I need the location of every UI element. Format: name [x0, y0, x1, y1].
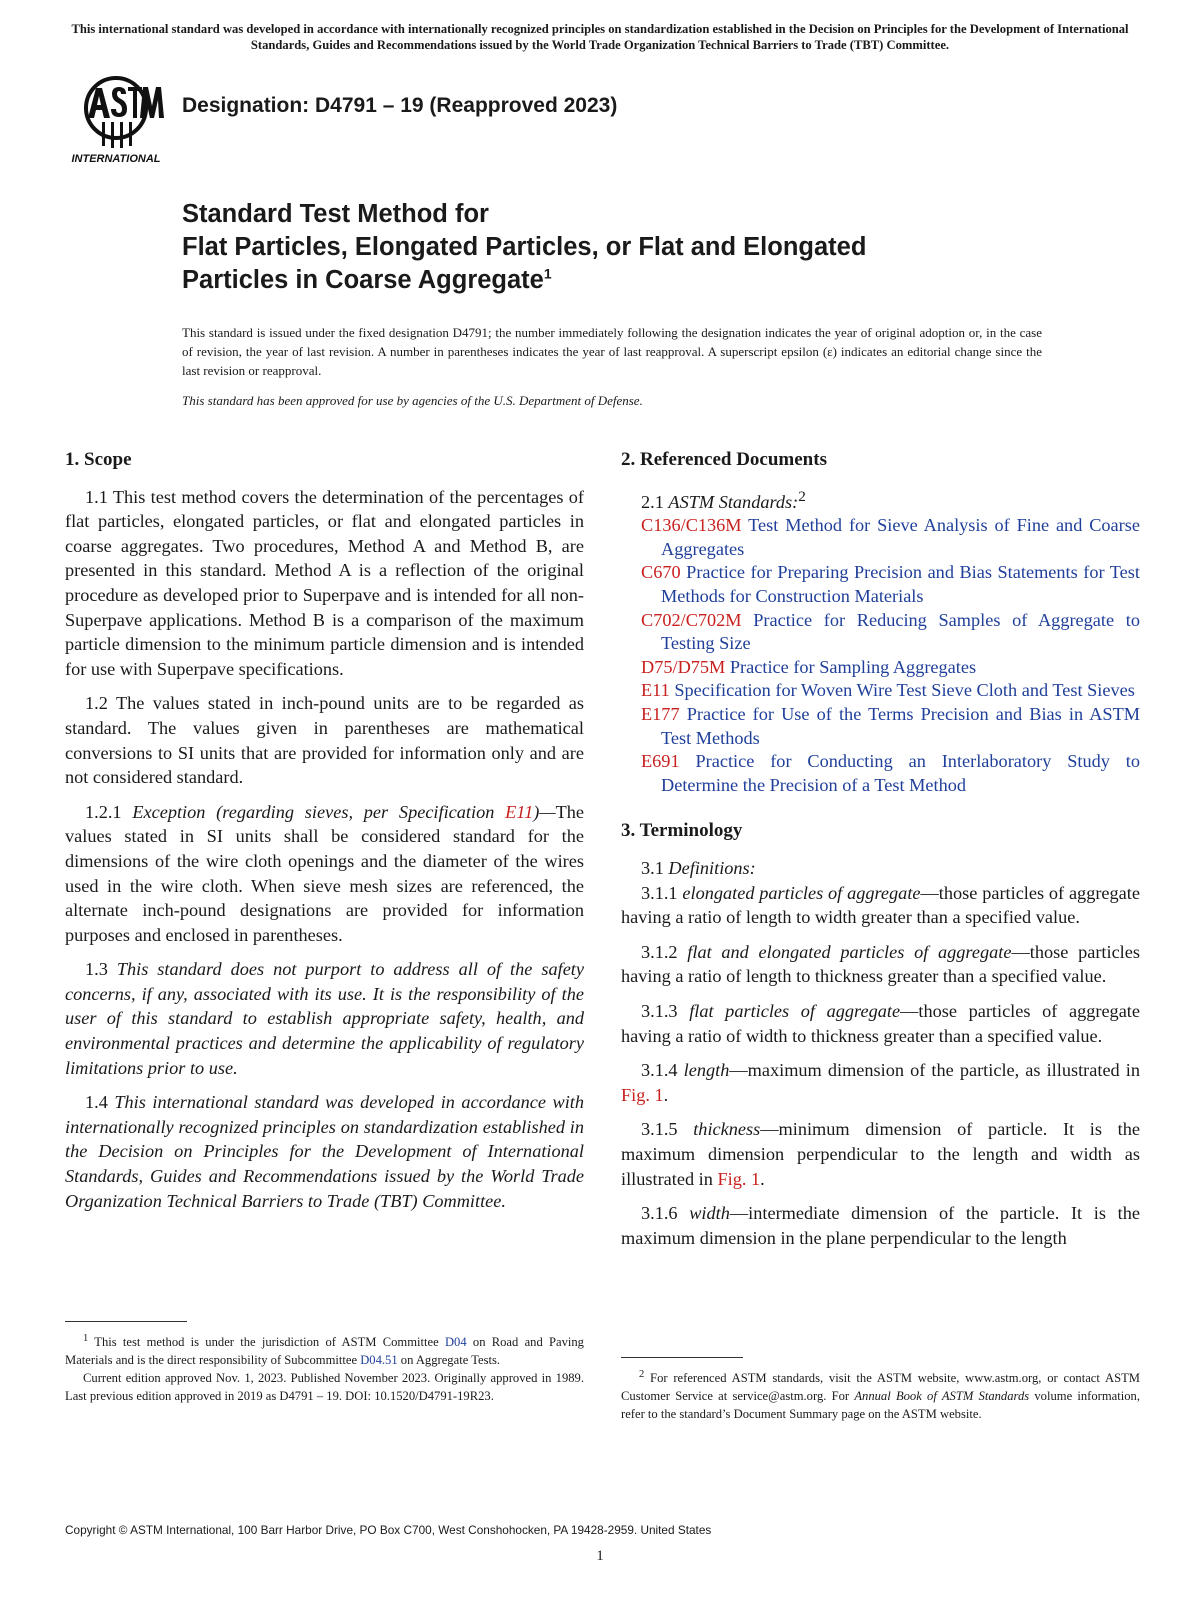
astm-logo [66, 70, 170, 166]
title-footnote-marker[interactable]: 1 [543, 265, 552, 282]
astm-standards-label: 2.1 ASTM Standards:$^2$ [641, 487, 806, 512]
top-note: This international standard was developed in accordance with internationally recognized principles on standardization established in the Decision on Principles for the Development of International Standards, Guides and Recommendations issued by the World Trade Organization Technical Barriers to Trade (TBT) Committee. [71, 22, 1129, 52]
definition-3-1-5: 3.1.5 thickness—minimum dimension of particle. It is the maximum dimension perpendicular to the length and width as illustrated in Fig. 1. [621, 1119, 1140, 1189]
footnote-rule [621, 1357, 743, 1358]
copyright: Copyright © ASTM International, 100 Barr Harbor Drive, PO Box C700, West Conshohocken, PA 19428-2959. United States [65, 1523, 712, 1537]
para-1-2-1: 1.2.1 Exception (regarding sieves, per Specification E11)—The values stated in SI units shall be considered standard for the dimensions of the wire cloth openings and the diameter of the wires used in the wire cloth. When sieve mesh sizes are referenced, the alternate inch-pound designations are provided for information purposes and enclosed in parentheses. [65, 801, 584, 945]
definition-3-1-1: 3.1.1 elongated particles of aggregate—those particles of aggregate having a ratio of length to width greater than a specified value. [621, 882, 1140, 928]
definition-3-1-4: 3.1.4 length—maximum dimension of the particle, as illustrated in Fig. 1. [621, 1060, 1140, 1105]
right-column [621, 448, 1140, 1260]
designation: Designation: D4791 – 19 (Reapproved 2023) [182, 94, 618, 117]
reference-item[interactable]: C670 Practice for Preparing Precision and Bias Statements for Test Methods for Construction Materials [641, 562, 1140, 607]
title-line-3: Particles in Coarse Aggregate$^1$ [182, 265, 552, 294]
reference-item[interactable]: E11 Specification for Woven Wire Test Sieve Cloth and Test Sieves [641, 680, 1135, 701]
section-heading-references: 2. Referenced Documents [621, 449, 827, 470]
link-d04[interactable]: D04 [444, 1335, 467, 1350]
reference-item[interactable]: D75/D75M Practice for Sampling Aggregates [641, 656, 977, 677]
para-1-1: 1.1 This test method covers the determination of the percentages of flat particles, elongated particles, or flat and elongated particles in coarse aggregates. Two procedures, Method A and Method B, are presented in this standard. Method A is a reflection of the original procedure as developed prior to Superpave and is intended for all non-Superpave applications. Method B is a comparison of the maximum particle dimension to the minimum particle dimension and is intended for use with Superpave specifications. [65, 486, 584, 679]
reference-item[interactable]: E691 Practice for Conducting an Interlaboratory Study to Determine the Precision of a Test Method [641, 751, 1140, 795]
section-heading-scope: 1. Scope [65, 449, 132, 470]
issue-note: This standard is issued under the fixed designation D4791; the number immediately following the designation indicates the year of original adoption or, in the case of revision, the year of last revision. A number in parentheses indicates the year of last reapproval. A superscript epsilon (ε) indicates an editorial change since the last revision or reapproval. [182, 325, 1042, 378]
title-line-1: Standard Test Method for [182, 200, 489, 228]
reference-item[interactable]: C702/C702M Practice for Reducing Samples of Aggregate to Testing Size [641, 609, 1140, 654]
definition-3-1-2: 3.1.2 flat and elongated particles of aggregate—those particles having a ratio of length to thickness greater than a specified value. [621, 941, 1140, 987]
link-fig-1[interactable]: Fig. 1 [621, 1084, 664, 1105]
section-heading-terminology: 3. Terminology [621, 820, 743, 842]
link-e11[interactable]: E11 [505, 801, 534, 822]
page-number: 1 [596, 1548, 604, 1564]
definition-3-1-6: 3.1.6 width—intermediate dimension of the particle. It is the maximum dimension in the plane perpendicular to the length [621, 1203, 1140, 1248]
link-d04-51[interactable]: D04.51 [360, 1353, 398, 1368]
references-footnote-marker[interactable]: 2 [798, 487, 806, 505]
reference-list [621, 514, 1140, 797]
dod-note: This standard has been approved for use by agencies of the U.S. Department of Defense. [182, 393, 643, 408]
logo-text: INTERNATIONAL [71, 153, 161, 165]
footnote-1: $^1$ This test method is under the jurisdiction of ASTM Committee D04 on Road and Paving Materials and is the direct responsibility of Subcommittee D04.51 on Aggregate Tests. Current edition approved Nov. 1, 2023. Published November 2023. Originally approved in 1989. Last previous edition approved in 2019 as D4791 – 19. DOI: 10.1520/D4791-19R23. [65, 1333, 584, 1404]
left-column [65, 448, 584, 1223]
reference-item[interactable]: E177 Practice for Use of the Terms Precision and Bias in ASTM Test Methods [641, 704, 1140, 748]
para-1-4: 1.4 This international standard was developed in accordance with internationally recognized principles on standardization established in the Decision on Principles for the Development of International Standards, Guides and Recommendations issued by the World Trade Organization Technical Barriers to Trade (TBT) Committee. [65, 1092, 585, 1211]
link-fig-1[interactable]: Fig. 1 [717, 1168, 761, 1189]
reference-item[interactable]: C136/C136M Test Method for Sieve Analysis of Fine and Coarse Aggregates [641, 515, 1140, 559]
para-1-2: 1.2 The values stated in inch-pound units are to be regarded as standard. The values given in parentheses are mathematical conversions to SI units that are provided for information only and are not considered standard. [65, 693, 584, 788]
footnote-2: $^2$ For referenced ASTM standards, visit the ASTM website, www.astm.org, or contact ASTM Customer Service at service@astm.org. For Annual Book of ASTM Standards volume information, refer to the standard’s Document Summary page on the ASTM website. [621, 1369, 1140, 1422]
definition-3-1-3: 3.1.3 flat particles of aggregate—those particles of aggregate having a ratio of width to thickness greater than a specified value. [621, 1000, 1141, 1046]
para-3-1: 3.1 Definitions: [641, 858, 756, 878]
footnote-rule [65, 1321, 187, 1322]
para-1-3: 1.3 This standard does not purport to address all of the safety concerns, if any, associated with its use. It is the responsibility of the user of this standard to establish appropriate safety, health, and environmental practices and determine the applicability of regulatory limitations prior to use. [65, 959, 584, 1078]
document-title [182, 198, 866, 297]
title-line-2: Flat Particles, Elongated Particles, or Flat and Elongated [182, 233, 867, 261]
